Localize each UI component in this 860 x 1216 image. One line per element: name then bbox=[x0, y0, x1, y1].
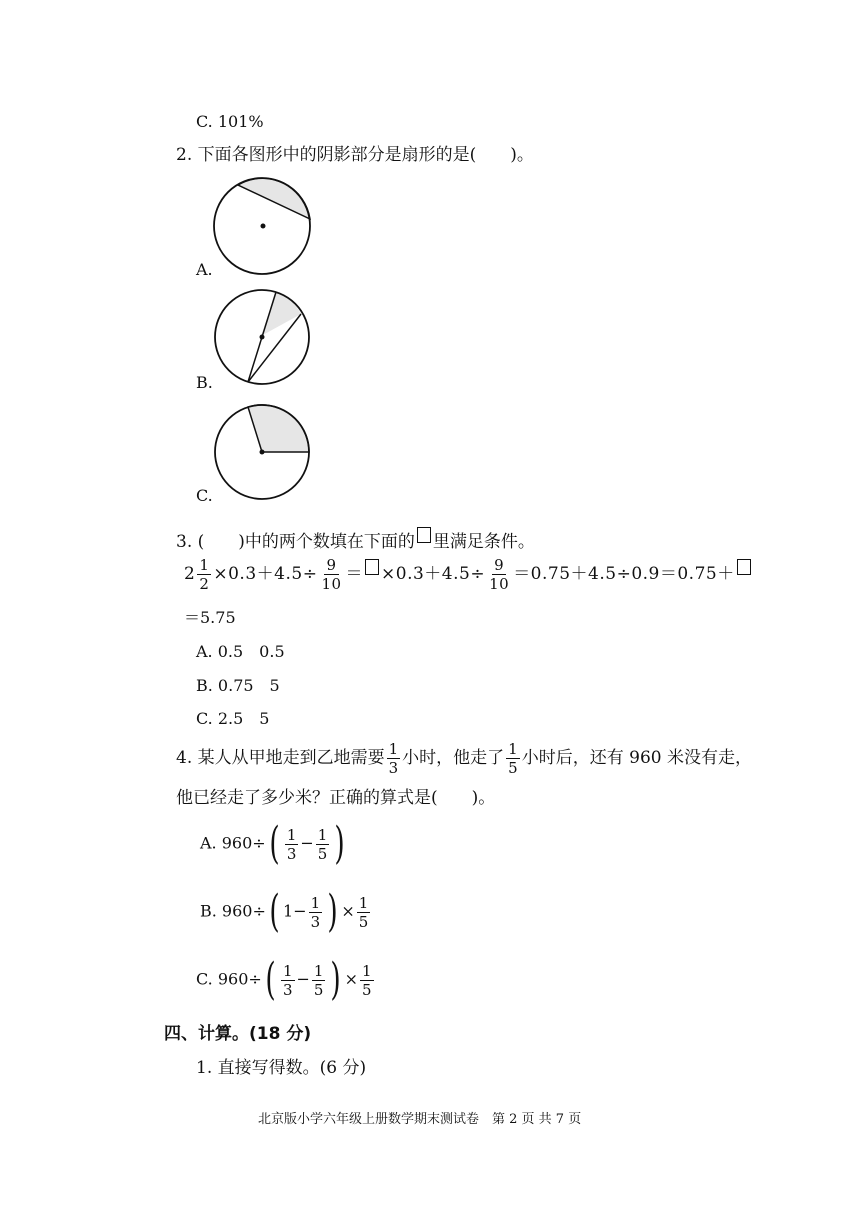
section-4-title: 四、计算。(18 分) bbox=[164, 1024, 312, 1044]
q2-figure-c bbox=[214, 404, 310, 500]
q4-stem-part-a: 4. 某人从甲地走到乙地需要 bbox=[176, 748, 385, 768]
q3-stem-pre: 3. ( )中的两个数填在下面的 bbox=[176, 532, 415, 552]
q3-fraction-2: $\frac{9}{10}$ bbox=[321, 556, 342, 593]
q3-eq-part-2: ＝ bbox=[345, 564, 364, 584]
q4-option-c-prefix: C. 960÷ bbox=[196, 969, 262, 989]
q3-eq-part-4: ＝0.75＋4.5÷0.9＝0.75＋ bbox=[513, 564, 735, 584]
q2-stem: 2. 下面各图形中的阴影部分是扇形的是( )。 bbox=[176, 145, 534, 165]
q3-stem bbox=[176, 527, 535, 551]
q3-equation-line2: ＝5.75 bbox=[184, 608, 236, 627]
q3-stem-post: 里满足条件。 bbox=[432, 532, 535, 552]
q3-equation bbox=[184, 556, 753, 593]
q4-fraction-1-5: $\frac{1}{5}$ bbox=[508, 740, 518, 777]
q3-option-b: B. 0.75 5 bbox=[196, 676, 280, 695]
q2-option-c-label: C. bbox=[196, 486, 213, 505]
q4-option-b: B. 960÷( 1− $\frac{1}{3}$ ) × $\frac{1}{5}$ bbox=[200, 886, 369, 937]
blank-box-icon bbox=[737, 559, 751, 575]
blank-box-icon bbox=[365, 559, 379, 575]
q4-stem-part-c: 小时后，还有 960 米没有走， bbox=[521, 748, 752, 768]
section-4-sub1: 1. 直接写得数。(6 分) bbox=[196, 1058, 367, 1078]
q2-figure-a bbox=[212, 176, 312, 276]
q3-option-a: A. 0.5 0.5 bbox=[196, 642, 285, 661]
q4-option-c: C. 960÷( $\frac{1}{3}$ − $\frac{1}{5}$ ) × $\frac{1}{5}$ bbox=[196, 954, 372, 1005]
blank-box-icon bbox=[417, 527, 431, 543]
q4-stem-part-b: 小时，他走了 bbox=[402, 748, 505, 768]
q3-eq-part-1: ×0.3＋4.5÷ bbox=[213, 564, 318, 584]
q4-fraction-1-3: $\frac{1}{3}$ bbox=[388, 740, 399, 777]
q3-fraction-1: $\frac{1}{2}$ bbox=[199, 556, 210, 593]
q4-option-a-prefix: A. 960÷ bbox=[200, 833, 266, 853]
q4-option-b-prefix: B. 960÷ bbox=[200, 901, 266, 921]
q1-option-c: C. 101% bbox=[196, 112, 264, 131]
page-footer: 北京版小学六年级上册数学期末测试卷 第 2 页 共 7 页 bbox=[258, 1112, 582, 1127]
q3-option-c: C. 2.5 5 bbox=[196, 709, 270, 728]
q4-option-a: A. 960÷( $\frac{1}{3}$ − $\frac{1}{5}$ ) bbox=[200, 818, 346, 869]
q2-option-b-label: B. bbox=[196, 373, 213, 392]
q4-stem-line2: 他已经走了多少米？正确的算式是( )。 bbox=[176, 788, 496, 808]
q2-option-a-label: A. bbox=[196, 260, 213, 279]
q2-figure-b bbox=[214, 289, 310, 385]
q4-stem-line1 bbox=[176, 740, 752, 777]
q3-eq-part-3: ×0.3＋4.5÷ bbox=[381, 564, 486, 584]
q3-fraction-3: $\frac{9}{10}$ bbox=[489, 556, 510, 593]
q3-whole: 2 bbox=[184, 564, 196, 584]
